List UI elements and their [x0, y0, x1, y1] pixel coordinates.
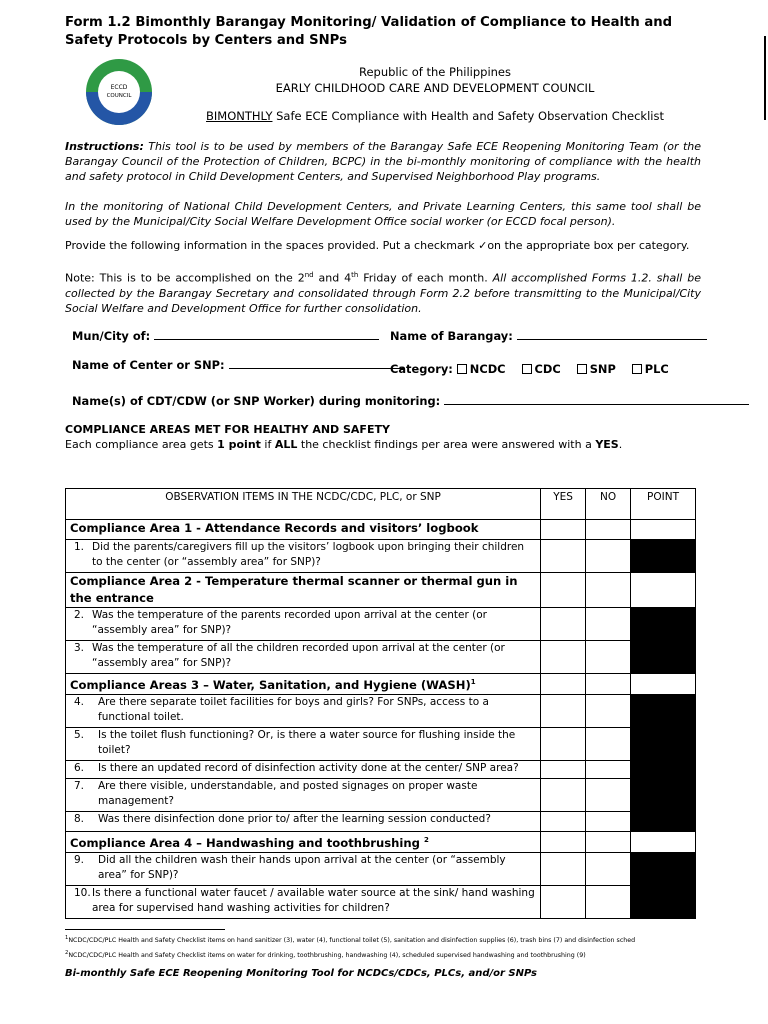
header-council: EARLY CHILDHOOD CARE AND DEVELOPMENT COUNCIL — [275, 81, 595, 95]
barangay-label: Name of Barangay: — [390, 329, 513, 343]
compliance-area-title — [66, 573, 541, 608]
observation-item-row — [66, 641, 696, 674]
no-cell — [586, 573, 631, 608]
desc-yes: YES — [595, 438, 619, 451]
yes-cell[interactable] — [541, 694, 586, 727]
note-text-c: Friday of each month. — [358, 271, 493, 285]
desc-a: Each compliance area gets — [65, 438, 218, 451]
footnote-1-number: 1 — [65, 935, 69, 941]
category-plc-label: PLC — [644, 362, 669, 376]
item-number: 3. — [74, 642, 85, 654]
compliance-description — [65, 438, 622, 451]
center-blank[interactable] — [229, 357, 404, 369]
footnote-1 — [65, 935, 635, 944]
page-footer: Bi-monthly Safe ECE Reopening Monitoring Tool for NCDCs/CDCs, PLCs, and/or SNPs — [65, 968, 537, 979]
instructions-label: Instructions: — [65, 140, 144, 153]
footnote-2-text: NCDC/CDC/PLC Health and Safety Checklist items on water for drinking, toothbrushing, handwashing (4), scheduled supervised handwashing and toothbrushing (9) — [68, 952, 586, 960]
desc-one-point: 1 point — [217, 438, 261, 451]
observation-item-text — [66, 608, 541, 641]
compliance-area-title — [66, 674, 541, 695]
desc-e: the checklist findings per area were answered with a — [297, 438, 596, 451]
checkbox-cdc[interactable] — [522, 364, 532, 374]
observation-item-row — [66, 760, 696, 778]
compliance-area-text: Compliance Area 2 - Temperature thermal scanner or thermal gun in the entrance — [70, 574, 518, 605]
compliance-heading: COMPLIANCE AREAS MET FOR HEALTHY AND SAFETY — [65, 423, 390, 436]
observation-item-text — [66, 641, 541, 674]
no-cell[interactable] — [586, 760, 631, 778]
observation-item-row — [66, 811, 696, 831]
no-cell — [586, 674, 631, 695]
point-cell[interactable] — [631, 573, 696, 608]
point-cell — [631, 778, 696, 811]
item-question: Was the temperature of the parents recorded upon arrival at the center (or “assembly area” for SNP)? — [92, 609, 487, 636]
col-header-point: POINT — [631, 489, 696, 520]
yes-cell[interactable] — [541, 641, 586, 674]
no-cell[interactable] — [586, 852, 631, 885]
yes-cell[interactable] — [541, 727, 586, 760]
checklist-title-bimonthly: BIMONTHLY — [206, 109, 273, 123]
yes-cell[interactable] — [541, 760, 586, 778]
observation-item-text — [66, 727, 541, 760]
page-edge-bar — [764, 36, 766, 120]
point-cell — [631, 694, 696, 727]
point-cell — [631, 608, 696, 641]
compliance-area-row — [66, 831, 696, 852]
col-header-no: NO — [586, 489, 631, 520]
item-question: Was the temperature of all the children recorded upon arrival at the center (or “assembly area” for SNP)? — [92, 642, 505, 669]
note-italic-text: All accomplished Forms 1.2. shall be collected by the Barangay Secretary and consolidated through Form 2.2 before transmitting to the Municipal/City Social Welfare and Development Office for further consolidation. — [65, 271, 701, 315]
workers-field[interactable] — [72, 393, 749, 408]
form-title: Form 1.2 Bimonthly Barangay Monitoring/ Validation of Compliance to Health and Safety Protocols by Centers and SNPs — [65, 15, 673, 48]
item-question: Are there visible, understandable, and posted signages on proper waste management? — [98, 779, 478, 807]
no-cell — [586, 520, 631, 540]
yes-cell[interactable] — [541, 608, 586, 641]
compliance-area-row — [66, 573, 696, 608]
svg-text:ECCD: ECCD — [110, 84, 128, 91]
observation-item-row — [66, 778, 696, 811]
mun-city-field[interactable] — [72, 328, 379, 343]
item-number: 1. — [74, 541, 85, 553]
note-sup-nd: nd — [304, 271, 314, 279]
point-cell — [631, 852, 696, 885]
point-cell — [631, 885, 696, 918]
observation-item-row — [66, 885, 696, 918]
yes-cell — [541, 831, 586, 852]
desc-all: ALL — [274, 438, 298, 451]
observation-table — [65, 488, 696, 919]
point-cell — [631, 641, 696, 674]
no-cell — [586, 831, 631, 852]
footnote-1-text: NCDC/CDC/PLC Health and Safety Checklist items on hand sanitizer (3), water (4), functional toilet (5), sanitation and disinfection supplies (6), trash bins (7) and disinfection sched — [68, 937, 636, 945]
instructions-paragraph — [65, 139, 701, 184]
item-question: Is the toilet flush functioning? Or, is there a water source for flushing inside the toilet? — [98, 728, 516, 756]
checkbox-snp[interactable] — [577, 364, 587, 374]
item-question: Was there disinfection done prior to/ after the learning session conducted? — [98, 812, 491, 825]
workers-label: Name(s) of CDT/CDW (or SNP Worker) during monitoring: — [72, 394, 441, 408]
yes-cell[interactable] — [541, 778, 586, 811]
footnote-2 — [65, 950, 586, 959]
observation-item-text — [66, 852, 541, 885]
observation-item-text — [66, 540, 541, 573]
point-cell[interactable] — [631, 520, 696, 540]
observation-item-text — [66, 778, 541, 811]
point-cell — [631, 811, 696, 831]
center-label: Name of Center or SNP: — [72, 358, 225, 372]
item-number: 9. — [74, 853, 85, 866]
point-cell[interactable] — [631, 674, 696, 695]
observation-item-text — [66, 885, 541, 918]
instructions-text: This tool is to be used by members of the Barangay Safe ECE Reopening Monitoring Team (or the Barangay Council of the Protection of Children, BCPC) in the bi-monthly monitoring of compliance with the health and safety protocol in Child Development Centers, and Supervised Neighborhood Play programs. — [65, 140, 701, 183]
observation-item-row — [66, 694, 696, 727]
no-cell[interactable] — [586, 608, 631, 641]
eccd-council-logo — [84, 57, 154, 127]
mun-city-label: Mun/City of: — [72, 329, 151, 343]
no-cell[interactable] — [586, 811, 631, 831]
item-number: 2. — [74, 609, 85, 621]
col-header-items: OBSERVATION ITEMS IN THE NCDC/CDC, PLC, or SNP — [66, 489, 541, 520]
point-cell — [631, 760, 696, 778]
checkbox-plc[interactable] — [632, 364, 642, 374]
col-header-yes: YES — [541, 489, 586, 520]
footnote-2-number: 2 — [65, 950, 69, 956]
note-sup-th: th — [351, 271, 359, 279]
no-cell[interactable] — [586, 778, 631, 811]
no-cell[interactable] — [586, 727, 631, 760]
desc-c: if — [260, 438, 275, 451]
yes-cell — [541, 674, 586, 695]
item-number: 8. — [74, 812, 85, 825]
compliance-area-row — [66, 674, 696, 695]
barangay-field[interactable] — [390, 328, 707, 343]
point-cell — [631, 540, 696, 573]
observation-item-text — [66, 760, 541, 778]
barangay-blank[interactable] — [517, 328, 707, 340]
category-ncdc-label: NCDC — [469, 362, 506, 376]
footnote-ref: 2 — [424, 835, 429, 844]
note-text-b: and 4 — [313, 271, 352, 285]
footnote-divider — [65, 929, 225, 930]
category-label: Category: — [390, 362, 453, 376]
point-cell[interactable] — [631, 831, 696, 852]
no-cell[interactable] — [586, 641, 631, 674]
compliance-area-title — [66, 831, 541, 852]
item-question: Did all the children wash their hands upon arrival at the center (or “assembly area” for SNP)? — [98, 853, 506, 881]
instructions-paragraph-3: Provide the following information in the spaces provided. Put a checkmark ✓on the appropriate box per category. — [65, 239, 690, 252]
yes-cell[interactable] — [541, 811, 586, 831]
yes-cell[interactable] — [541, 852, 586, 885]
checkbox-ncdc[interactable] — [457, 364, 467, 374]
compliance-area-title — [66, 520, 541, 540]
desc-g: . — [618, 438, 623, 451]
note-text-a: Note: This is to be accomplished on the 2 — [65, 271, 305, 285]
item-number: 4. — [74, 695, 85, 708]
yes-cell — [541, 520, 586, 540]
observation-item-text — [66, 811, 541, 831]
svg-text:COUNCIL: COUNCIL — [106, 93, 132, 99]
observation-item-row — [66, 540, 696, 573]
footnote-ref: 1 — [470, 678, 476, 686]
checklist-title — [170, 109, 700, 123]
yes-cell[interactable] — [541, 540, 586, 573]
item-number: 7. — [74, 779, 85, 792]
center-field[interactable] — [72, 357, 404, 372]
item-number: 6. — [74, 761, 85, 774]
workers-blank[interactable] — [444, 393, 749, 405]
observation-item-text — [66, 694, 541, 727]
no-cell[interactable] — [586, 540, 631, 573]
no-cell[interactable] — [586, 694, 631, 727]
instructions-paragraph-2: In the monitoring of National Child Development Centers, and Private Learning Centers, this same tool shall be used by the Municipal/City Social Welfare Development Office social worker (or ECCD focal person). — [65, 200, 701, 228]
observation-item-row — [66, 608, 696, 641]
compliance-area-text: Compliance Area 4 – Handwashing and toothbrushing — [70, 835, 424, 850]
note-paragraph — [65, 268, 701, 316]
item-number: 5. — [74, 728, 85, 741]
item-question: Did the parents/caregivers fill up the visitors’ logbook upon bringing their children to the center (or “assembly area” for SNP)? — [92, 541, 525, 568]
compliance-area-text: Compliance Area 1 - Attendance Records and visitors’ logbook — [70, 521, 479, 535]
checklist-title-rest: Safe ECE Compliance with Health and Safety Observation Checklist — [272, 109, 664, 123]
item-question: Is there a functional water faucet / available water source at the sink/ hand washing area for supervised hand washing activities for children? — [92, 886, 535, 914]
category-snp-label: SNP — [589, 362, 616, 376]
no-cell[interactable] — [586, 885, 631, 918]
header-republic: Republic of the Philippines — [358, 65, 512, 79]
observation-item-row — [66, 727, 696, 760]
category-field — [390, 362, 669, 376]
item-number: 10. — [74, 886, 91, 899]
compliance-area-row — [66, 520, 696, 540]
compliance-area-text: Compliance Areas 3 – Water, Sanitation, and Hygiene (WASH) — [70, 677, 471, 692]
point-cell — [631, 727, 696, 760]
item-question: Is there an updated record of disinfection activity done at the center/ SNP area? — [98, 761, 519, 774]
category-cdc-label: CDC — [534, 362, 561, 376]
yes-cell[interactable] — [541, 885, 586, 918]
item-question: Are there separate toilet facilities for boys and girls? For SNPs, access to a functional toilet. — [98, 695, 489, 723]
mun-city-blank[interactable] — [154, 328, 379, 340]
observation-item-row — [66, 852, 696, 885]
yes-cell — [541, 573, 586, 608]
